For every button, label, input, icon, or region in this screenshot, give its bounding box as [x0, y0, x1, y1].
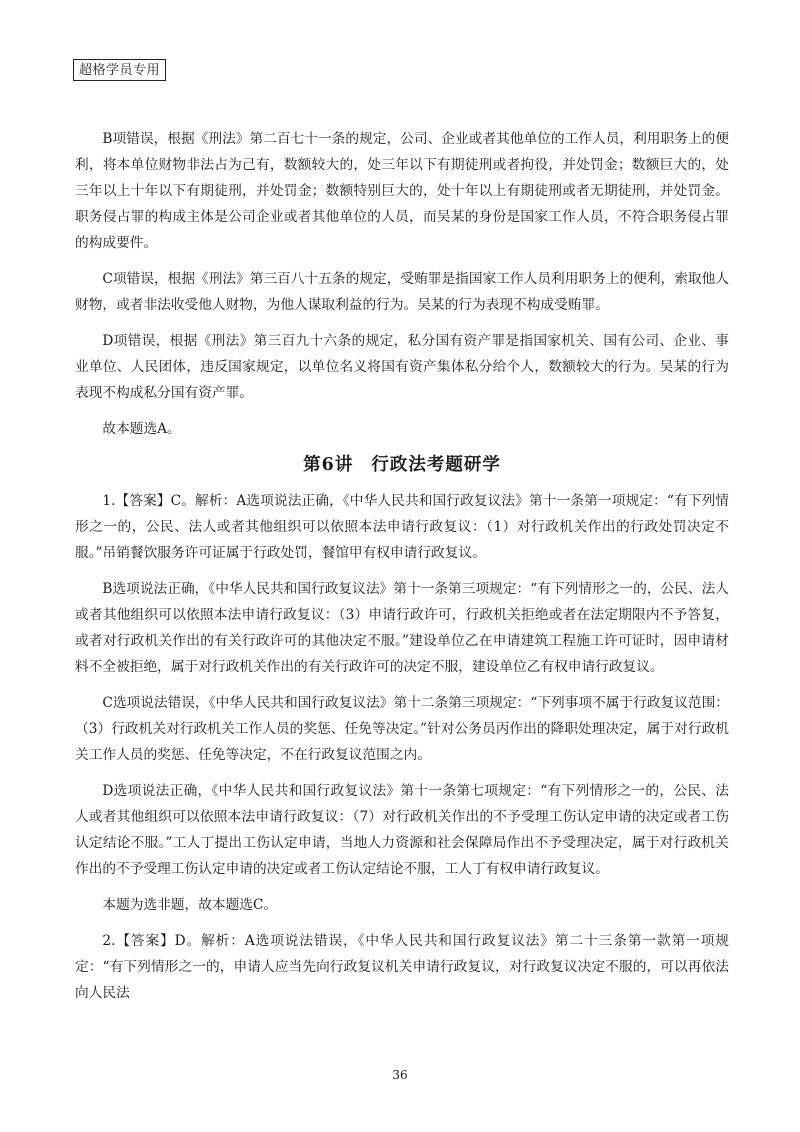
paragraph-d-error: D项错误，根据《刑法》第三百九十六条的规定，私分国有资产罪是指国家机关、国有公司、企业、事业单位、人民团体，违反国家规定，以单位名义将国有资产集体私分给个人，数额较大的行为。吴某的行为表现不构成私分国有资产罪。: [75, 333, 729, 401]
page-number: 36: [392, 1068, 408, 1082]
section-title: [75, 450, 729, 480]
question-1-option-c: C选项说法错误，《中华人民共和国行政复议法》第十二条第三项规定：“下列事项不属于行政复议范围：（3）行政机关对行政机关工作人员的奖惩、任免等决定。”针对公务员丙作出的降职处理决定，属于对行政机关工作人员的奖惩、任免等决定，不在行政复议范围之内。: [75, 695, 729, 763]
question-1-option-d: D选项说法正确，《中华人民共和国行政复议法》第十一条第七项规定：“有下列情形之一的，公民、法人或者其他组织可以依照本法申请行政复议：（7）对行政机关作出的不予受理工伤认定申请的决定或者工伤认定结论不服。”工人丁提出工伤认定申请，当地人力资源和社会保障局作出不予受理决定，属于对行政机关作出的不予受理工伤认定申请的决定或者工伤认定结论不服，工人丁有权申请行政复议。: [75, 783, 729, 877]
question-1-option-b: B选项说法正确，《中华人民共和国行政复议法》第十一条第三项规定：“有下列情形之一的，公民、法人或者其他组织可以依照本法申请行政复议：（3）申请行政许可，行政机关拒绝或者在法定期限内不予答复，或者对行政机关作出的有关行政许可的其他决定不服。”建设单位乙在申请建筑工程施工许可证时，因申请材料不全被拒绝，属于对行政机关作出的有关行政许可的决定不服，建设单位乙有权申请行政复议。: [75, 581, 729, 675]
question-1-answer: 1.【答案】C。解析：A选项说法正确，《中华人民共和国行政复议法》第十一条第一项规定：“有下列情形之一的，公民、法人或者其他组织可以依照本法申请行政复议：（1）对行政机关作出的行政处罚决定不服。”吊销餐饮服务许可证属于行政处罚，餐馆甲有权申请行政复议。: [75, 493, 729, 561]
document-body: [75, 126, 729, 1016]
paragraph-b-error: B项错误，根据《刑法》第二百七十一条的规定，公司、企业或者其他单位的工作人员，利用职务上的便利，将本单位财物非法占为己有，数额较大的，处三年以下有期徒刑或者拘役，并处罚金；数额巨大的，处三年以上十年以下有期徒刑，并处罚金；数额特别巨大的，处十年以上有期徒刑或者无期徒刑，并处罚金。职务侵占罪的构成主体是公司企业或者其他单位的人员，而吴某的身份是国家工作人员，不符合职务侵占罪的构成要件。: [75, 131, 729, 251]
question-2-answer: 2.【答案】D。解析：A选项说法错误，《中华人民共和国行政复议法》第二十三条第一款第一项规定：“有下列情形之一的，申请人应当先向行政复议机关申请行政复议，对行政复议决定不服的，可以再依法向人民法: [75, 933, 729, 1001]
section-number: 第6讲: [303, 455, 354, 475]
paragraph-conclusion: 故本题选A。: [102, 421, 181, 437]
header-tag: 超格学员专用: [73, 59, 166, 81]
question-1-conclusion: 本题为选非题，故本题选C。: [102, 897, 278, 913]
paragraph-c-error: C项错误，根据《刑法》第三百八十五条的规定，受贿罪是指国家工作人员利用职务上的便利，索取他人财物，或者非法收受他人财物，为他人谋取利益的行为。吴某的行为表现不构成受贿罪。: [75, 271, 729, 313]
section-name: 行政法考题研学: [371, 455, 501, 475]
